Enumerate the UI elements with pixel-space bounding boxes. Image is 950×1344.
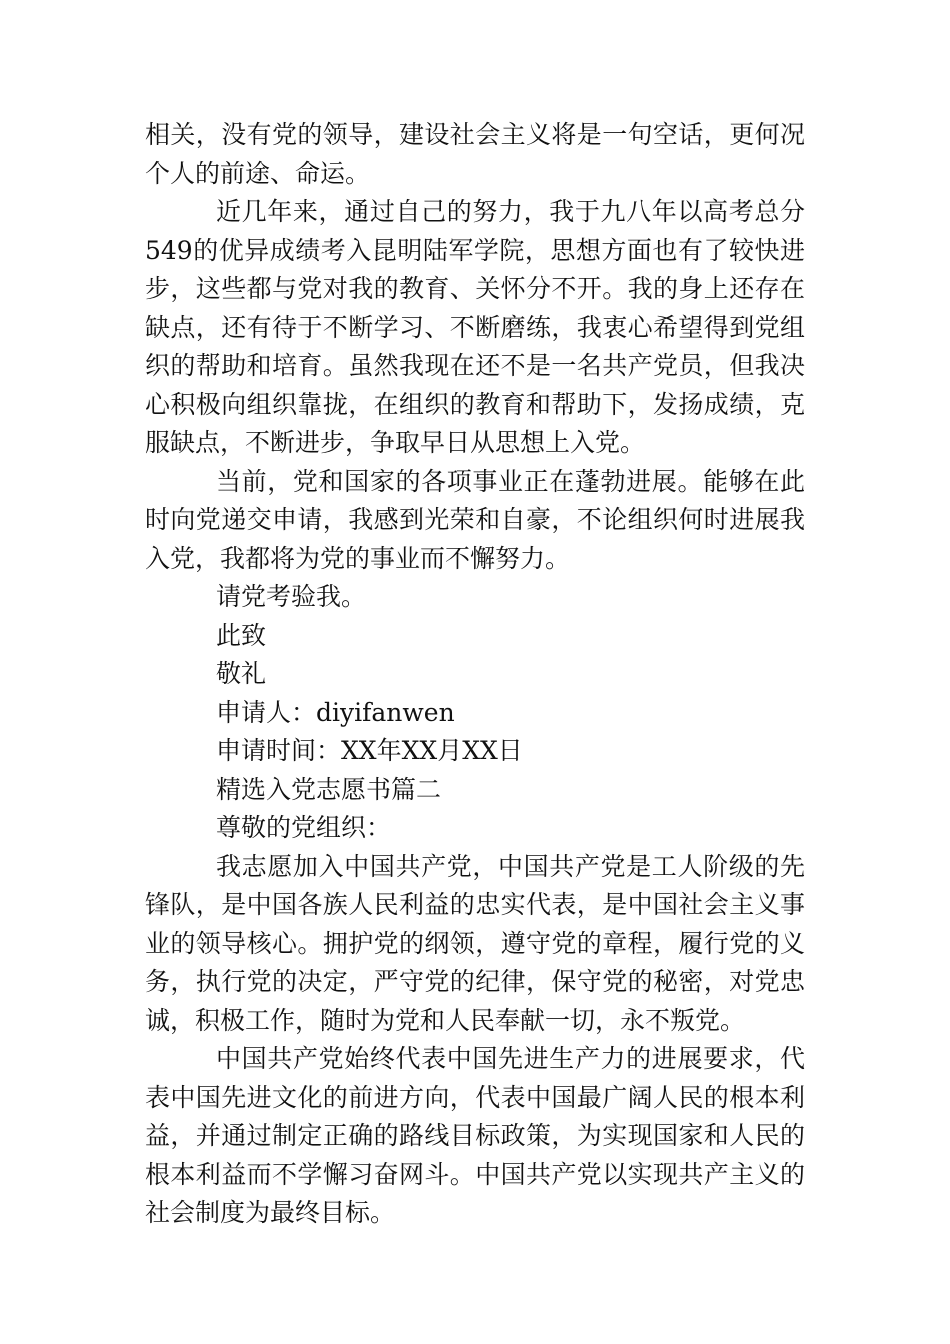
paragraph-party-role: 中国共产党始终代表中国先进生产力的进展要求，代表中国先进文化的前进方向，代表中国最广阔人民的根本利益，并通过制定正确的路线目标政策，为实现国家和人民的根本利益而不学懈习奋网斗。中国共产党以实现共产主义的社会制度为最终目标。 (145, 1044, 805, 1227)
paragraph-current-situation: 当前，党和国家的各项事业正在蓬勃进展。能够在此时向党递交申请，我感到光荣和自豪，不论组织何时进展我入党，我都将为党的事业而不懈努力。 (145, 466, 805, 573)
paragraph-personal-progress: 近几年来，通过自己的努力，我于九八年以高考总分549的优异成绩考入昆明陆军学院，思想方面也有了较快进步，这些都与党对我的教育、关怀分不开。我的身上还存在缺点，还有待于不断学习、不断磨练，我衷心希望得到党组织的帮助和培育。虽然我现在还不是一名共产党员，但我决心积极向组织靠拢，在组织的教育和帮助下，发扬成绩，克服缺点，不断进步，争取早日从思想上入党。 (145, 197, 805, 457)
application-date: 申请时间：XX年XX月XX日 (216, 736, 523, 765)
applicant-name: 申请人：diyifanwen (216, 697, 455, 727)
paragraph-oath: 我志愿加入中国共产党，中国共产党是工人阶级的先锋队，是中国各族人民利益的忠实代表，是中国社会主义事业的领导核心。拥护党的纲领，遵守党的章程，履行党的义务，执行党的决定，严守党的纪律，保守党的秘密，对党忠诚，积极工作，随时为党和人民奉献一切，永不叛党。 (145, 851, 805, 1035)
salutation-jingli: 敬礼 (216, 659, 267, 688)
document-body (145, 116, 805, 1233)
closing-request: 请党考验我。 (216, 582, 367, 611)
section-title: 精选入党志愿书篇二 (216, 774, 442, 804)
salutation-cizhi: 此致 (216, 620, 267, 650)
paragraph-continuation: 相关，没有党的领导，建设社会主义将是一句空话，更何况个人的前途、命运。 (145, 120, 805, 188)
letter-greeting: 尊敬的党组织： (216, 813, 392, 842)
